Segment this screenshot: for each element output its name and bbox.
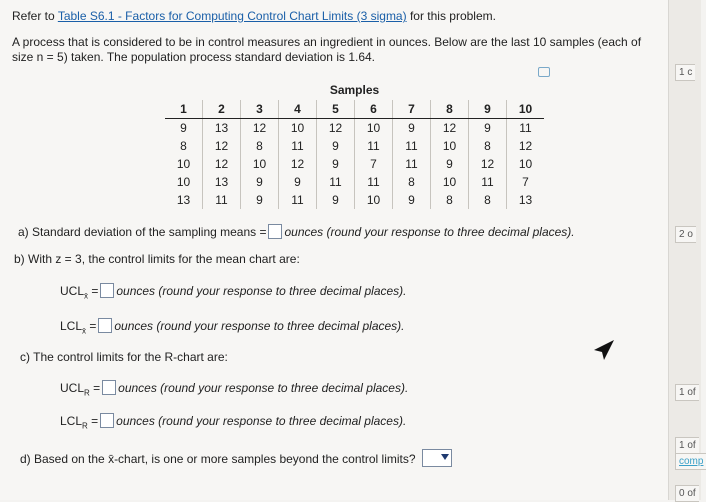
refer-line: Refer to Table S6.1 - Factors for Computing Control Chart Limits (3 sigma) for this problem. xyxy=(12,9,496,23)
column-header: 3 xyxy=(241,100,279,119)
column-header: 8 xyxy=(431,100,469,119)
question-status-3[interactable]: 1 of xyxy=(675,384,699,401)
lcl-xbar-input[interactable] xyxy=(98,318,112,333)
table-cell: 11 xyxy=(355,137,393,155)
question-c-ucl: $UCL_R$ = ounces (round your response to three decimal places). xyxy=(60,381,409,398)
table-cell: 13 xyxy=(203,119,241,138)
table-cell: 11 xyxy=(279,191,317,209)
question-d: d) Based on the x̄-chart, is one or more samples beyond the control limits? xyxy=(20,449,452,467)
table-cell: 7 xyxy=(355,155,393,173)
table-row xyxy=(165,137,544,155)
question-status-5[interactable]: 0 of xyxy=(675,485,699,502)
question-b-lcl: $LCL_{x̄}$ = ounces (round your response to three decimal places). xyxy=(60,319,405,336)
question-c-lcl: $LCL_R$ = ounces (round your response to three decimal places). xyxy=(60,414,407,431)
table-cell: 9 xyxy=(241,191,279,209)
column-header: 7 xyxy=(393,100,431,119)
lcl-r-input[interactable] xyxy=(100,413,114,428)
table-caption: Samples xyxy=(329,83,380,97)
table-cell: 11 xyxy=(519,121,532,135)
table-cell: 8 xyxy=(469,191,507,209)
column-header: 10 xyxy=(507,100,545,119)
print-icon[interactable] xyxy=(538,67,550,77)
question-status-4[interactable]: 1 of xyxy=(675,437,699,454)
problem-statement: A process that is considered to be in control measures an ingredient in ounces. Below are the last 10 samples (each of size n = 5) taken. The population process standard deviation is 1.64. xyxy=(12,35,642,64)
table-cell: 12 xyxy=(469,155,507,173)
table-cell: 12 xyxy=(203,137,241,155)
table-cell: 10 xyxy=(518,157,533,171)
question-list-strip xyxy=(668,0,704,500)
table-cell: 9 xyxy=(431,155,469,173)
table-cell: 10 xyxy=(431,137,469,155)
table-cell: 13 xyxy=(165,191,203,209)
table-cell: 10 xyxy=(355,191,393,209)
table-cell: 12 xyxy=(518,139,533,153)
table-cell: 9 xyxy=(317,191,355,209)
table-cell: 10 xyxy=(165,173,203,191)
table-cell: 9 xyxy=(241,173,279,191)
table-cell: 9 xyxy=(393,191,431,209)
ucl-r-input[interactable] xyxy=(102,380,116,395)
table-cell: 12 xyxy=(279,155,317,173)
table-cell: 12 xyxy=(431,119,469,138)
table-cell: 9 xyxy=(317,137,355,155)
table-cell: 12 xyxy=(203,155,241,173)
question-c-intro: c) The control limits for the R-chart are: xyxy=(20,350,228,364)
table-cell: 11 xyxy=(393,137,431,155)
table-row xyxy=(165,155,544,173)
mouse-cursor-icon xyxy=(590,338,616,364)
table-cell: 9 xyxy=(279,173,317,191)
table-cell: 12 xyxy=(241,119,279,138)
question-b-intro: b) With z = 3, the control limits for the mean chart are: xyxy=(14,252,300,266)
table-cell: 9 xyxy=(469,119,507,138)
table-cell: 9 xyxy=(165,119,203,138)
ucl-xbar-input[interactable] xyxy=(100,283,114,298)
table-cell: 7 xyxy=(522,175,529,189)
table-cell: 11 xyxy=(317,173,355,191)
table-cell: 8 xyxy=(241,137,279,155)
table-cell: 13 xyxy=(518,193,533,207)
table-cell: 11 xyxy=(393,155,431,173)
column-header: 6 xyxy=(355,100,393,119)
table-cell: 11 xyxy=(355,173,393,191)
table-cell: 10 xyxy=(241,155,279,173)
table-cell: 10 xyxy=(355,119,393,138)
table-cell: 11 xyxy=(279,137,317,155)
table-cell: 8 xyxy=(431,191,469,209)
table-s6-1-link[interactable]: Table S6.1 - Factors for Computing Control Chart Limits (3 sigma) xyxy=(57,9,407,23)
question-status-2[interactable]: 2 o xyxy=(675,226,696,243)
table-cell: 9 xyxy=(317,155,355,173)
question-a: a) Standard deviation of the sampling means = ounces (round your response to three decimal places). xyxy=(18,225,575,239)
column-header: 1 xyxy=(165,100,203,119)
table-cell: 9 xyxy=(393,119,431,138)
table-cell: 12 xyxy=(317,119,355,138)
table-row xyxy=(165,173,544,191)
answer-a-input[interactable] xyxy=(268,224,282,239)
table-cell: 10 xyxy=(165,155,203,173)
answer-d-select[interactable] xyxy=(422,449,452,467)
question-b-ucl: $UCL_{x̄}$ = ounces (round your response to three decimal places). xyxy=(60,284,407,301)
table-cell: 10 xyxy=(279,119,317,138)
samples-table xyxy=(165,83,544,209)
table-cell: 8 xyxy=(469,137,507,155)
question-status-1[interactable]: 1 c xyxy=(675,64,695,81)
table-cell: 11 xyxy=(469,173,507,191)
table-cell: 13 xyxy=(203,173,241,191)
column-header: 9 xyxy=(469,100,507,119)
column-header: 2 xyxy=(203,100,241,119)
table-cell: 8 xyxy=(165,137,203,155)
table-row xyxy=(165,191,544,209)
table-cell: 10 xyxy=(431,173,469,191)
question-status-4-link[interactable]: comp xyxy=(675,453,706,470)
table-cell: 8 xyxy=(393,173,431,191)
table-cell: 11 xyxy=(203,191,241,209)
column-header: 5 xyxy=(317,100,355,119)
table-row xyxy=(165,119,544,138)
chevron-down-icon xyxy=(441,454,449,460)
column-header: 4 xyxy=(279,100,317,119)
